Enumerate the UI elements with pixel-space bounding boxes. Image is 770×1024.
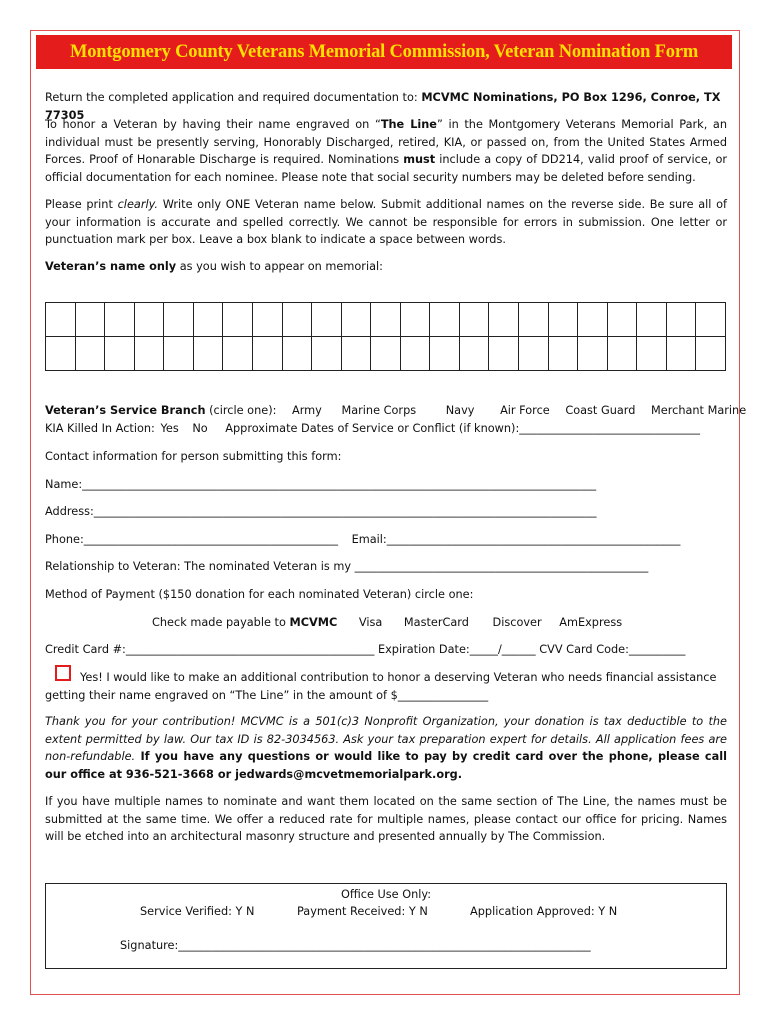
letter-box[interactable] [76, 337, 106, 371]
payment-option-visa[interactable]: Visa [358, 616, 383, 629]
letter-box[interactable] [283, 337, 313, 371]
letter-box[interactable] [667, 303, 697, 337]
contact-phone-field[interactable]: Phone:_____________________________________________ [45, 533, 338, 546]
letter-box[interactable] [489, 337, 519, 371]
veteran-name-letter-grid[interactable] [45, 302, 726, 371]
contact-office-bold: If you have any questions or would like to pay by credit card over the phone, please call our office at 936-521-3668 or jedwards@mcvetmemorialpark.org. [45, 750, 727, 781]
letter-box[interactable] [578, 303, 608, 337]
branch-option-army[interactable]: Army [292, 404, 322, 417]
payment-received: Payment Received: Y N [297, 905, 428, 918]
kia-label: KIA Killed In Action: [45, 422, 155, 435]
letter-box[interactable] [489, 303, 519, 337]
letter-box[interactable] [105, 303, 135, 337]
contribution-amount-field[interactable]: getting their name engraved on “The Line” in the amount of $________________ [45, 689, 489, 702]
print-text-c: Write only ONE Veteran name below. Submit additional names on the reverse side. Be sure all of your information is accurate and spelled correctly. We cannot be responsible for errors in submission. One letter or punctuation mark per box. Leave a box blank to indicate a space between words. [45, 198, 727, 247]
phone-email-row [45, 531, 727, 548]
kia-no[interactable]: No [192, 422, 208, 435]
letter-box[interactable] [342, 303, 372, 337]
letter-box[interactable] [371, 303, 401, 337]
name-label-rest: as you wish to appear on memorial: [176, 260, 383, 273]
branch-label: Veteran’s Service Branch [45, 404, 206, 417]
letter-box[interactable] [401, 303, 431, 337]
letter-box[interactable] [608, 337, 638, 371]
letter-box[interactable] [164, 337, 194, 371]
branch-option-marine-corps[interactable]: Marine Corps [341, 404, 417, 417]
contribution-checkbox[interactable] [55, 665, 71, 681]
letter-box[interactable] [460, 337, 490, 371]
letter-box[interactable] [312, 303, 342, 337]
kia-row [45, 420, 727, 437]
letter-box[interactable] [696, 303, 726, 337]
letter-box[interactable] [519, 337, 549, 371]
branch-option-air-force[interactable]: Air Force [500, 404, 550, 417]
check-payee: MCVMC [289, 616, 338, 629]
multiple-names-paragraph: If you have multiple names to nominate and want them located on the same section of The Line, the names must be submitted at the same time. We offer a reduced rate for multiple names, please contact our office for pricing. Names will be etched into an architectural masonry structure and presented annually by The Commission. [45, 795, 727, 844]
the-line-bold: The Line [380, 118, 437, 131]
letter-box[interactable] [342, 337, 372, 371]
letter-box[interactable] [223, 337, 253, 371]
check-option-text[interactable]: Check made payable to [152, 616, 290, 629]
letter-box[interactable] [253, 303, 283, 337]
letter-box[interactable] [401, 337, 431, 371]
branch-option-coast-guard[interactable]: Coast Guard [565, 404, 636, 417]
letter-box[interactable] [194, 337, 224, 371]
veteran-name-label [45, 258, 727, 276]
honor-text-a: To honor a Veteran by having their name engraved on “ [45, 118, 381, 131]
office-use-box [45, 883, 727, 969]
print-instructions [45, 196, 727, 249]
letter-box[interactable] [637, 337, 667, 371]
honor-paragraph [45, 116, 727, 186]
letter-box[interactable] [549, 303, 579, 337]
contact-email-field[interactable]: Email:____________________________________________________ [351, 533, 681, 546]
letter-box[interactable] [194, 303, 224, 337]
letter-box[interactable] [223, 303, 253, 337]
contact-address-field[interactable]: Address:_________________________________________________________________________________________ [45, 505, 597, 518]
letter-box[interactable] [460, 303, 490, 337]
letter-box[interactable] [637, 303, 667, 337]
letter-box[interactable] [371, 337, 401, 371]
contribution-line-1: Yes! I would like to make an additional contribution to honor a deserving Veteran who needs financial assistance [80, 671, 717, 684]
thank-you-paragraph [45, 713, 727, 783]
letter-box[interactable] [76, 303, 106, 337]
letter-box[interactable] [105, 337, 135, 371]
letter-box[interactable] [578, 337, 608, 371]
honor-text-c: ” in the Montgomery Veterans Memorial Park, an individual must be presently serving, Honorably Discharged, retired, KIA, or passed on, from the United States Armed Forces. Proof of Honarable Discharge is required. Nominations [45, 118, 727, 167]
application-approved: Application Approved: Y N [470, 905, 618, 918]
letter-box[interactable] [430, 303, 460, 337]
letter-box[interactable] [253, 337, 283, 371]
honor-text-e: include a copy of DD214, valid proof of service, or official documentation for each nominee. Please note that social security numbers may be deleted before sending. [45, 153, 727, 184]
letter-box[interactable] [667, 337, 697, 371]
credit-card-fields[interactable]: Credit Card #:____________________________________________ Expiration Date:_____/______ CVV Card Code:__________ [45, 643, 686, 656]
payment-option-amexpress[interactable]: AmExpress [559, 616, 623, 629]
letter-box[interactable] [46, 337, 76, 371]
thank-you-italic: Thank you for your contribution! MCVMC is a 501(c)3 Nonprofit Organization, your donation is tax deductible to the extent permitted by law. Our tax ID is 82-3034563. Ask your tax preparation expert for details. All application fees are non-refundable. [45, 715, 727, 764]
payment-option-mastercard[interactable]: MasterCard [403, 616, 469, 629]
letter-box[interactable] [608, 303, 638, 337]
letter-box[interactable] [430, 337, 460, 371]
letter-box[interactable] [135, 337, 165, 371]
service-branch-row [45, 402, 747, 419]
office-use-title: Office Use Only: [340, 888, 432, 901]
letter-box[interactable] [164, 303, 194, 337]
kia-yes[interactable]: Yes [160, 422, 179, 435]
return-address: MCVMC Nominations, PO Box 1296, Conroe, TX 77305 [45, 91, 721, 122]
signature-line: Signature:_________________________________________________________________________ [120, 939, 591, 952]
letter-box[interactable] [46, 303, 76, 337]
payment-options-row [152, 614, 770, 631]
branch-option-merchant-marine[interactable]: Merchant Marine [651, 404, 747, 417]
branch-note: (circle one): [205, 404, 277, 417]
service-dates-field[interactable]: Approximate Dates of Service or Conflict (if known):________________________________ [225, 422, 701, 435]
return-prefix: Return the completed application and required documentation to: [45, 91, 422, 104]
letter-box[interactable] [519, 303, 549, 337]
payment-heading: Method of Payment ($150 donation for each nominated Veteran) circle one: [45, 588, 474, 601]
letter-box[interactable] [549, 337, 579, 371]
print-text-a: Please print [45, 198, 118, 211]
letter-box[interactable] [312, 337, 342, 371]
must-bold: must [403, 153, 436, 167]
payment-option-discover[interactable]: Discover [492, 616, 542, 629]
contact-heading: Contact information for person submitting this form: [45, 450, 342, 463]
service-verified: Service Verified: Y N [140, 905, 255, 918]
name-label-bold: Veteran’s name only [45, 260, 177, 273]
letter-box[interactable] [283, 303, 313, 337]
letter-box[interactable] [135, 303, 165, 337]
letter-box[interactable] [696, 337, 726, 371]
form-title: Montgomery County Veterans Memorial Commission, Veteran Nomination Form [36, 35, 732, 69]
contact-name-field[interactable]: Name:___________________________________________________________________________________________ [45, 478, 597, 491]
branch-option-navy[interactable]: Navy [445, 404, 475, 417]
clearly-italic: clearly. [117, 198, 158, 211]
relationship-field[interactable]: Relationship to Veteran: The nominated Veteran is my ____________________________________________________ [45, 560, 649, 573]
